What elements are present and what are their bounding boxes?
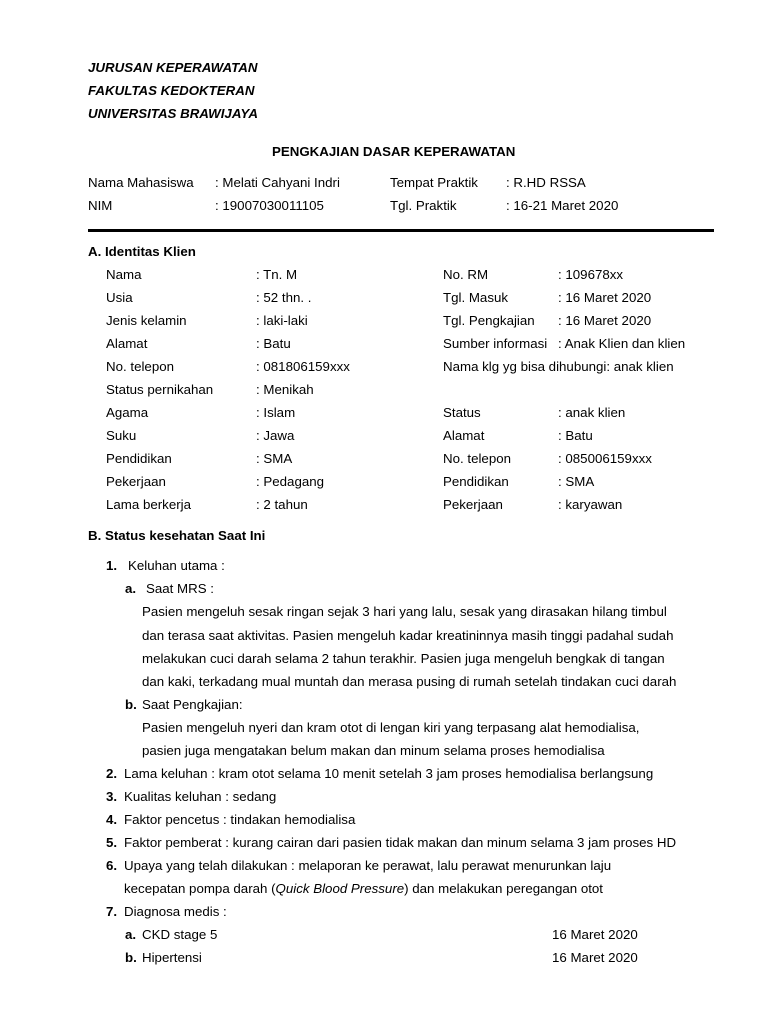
- field-value: : SMA: [558, 474, 595, 489]
- field-value: : Batu: [256, 336, 291, 351]
- identity-row: [0, 401, 768, 424]
- item-number: 3.: [106, 789, 118, 804]
- practice-date-label: Tgl. Praktik: [390, 198, 457, 213]
- admission-text-line: Pasien mengeluh sesak ringan sejak 3 hari yang lalu, sesak yang dirasakan hilang timbul: [142, 604, 667, 619]
- identity-row: [0, 355, 768, 378]
- medical-diagnosis-label: Diagnosa medis :: [124, 904, 227, 919]
- field-label: Alamat: [106, 336, 148, 351]
- field-label: Status: [443, 405, 481, 420]
- practice-place-label: Tempat Praktik: [390, 175, 478, 190]
- identity-row: [0, 332, 768, 355]
- practice-date-value: : 16-21 Maret 2020: [506, 198, 619, 213]
- field-value: : 109678xx: [558, 267, 624, 282]
- field-label: Tgl. Masuk: [443, 290, 509, 305]
- triggering-factor: Faktor pencetus : tindakan hemodialisa: [124, 812, 356, 827]
- subitem-letter: a.: [125, 927, 137, 942]
- field-label: Pendidikan: [106, 451, 172, 466]
- field-value: : anak klien: [558, 405, 626, 420]
- field-value: : 16 Maret 2020: [558, 290, 652, 305]
- admission-text-line: dan kaki, terkadang mual muntah dan merasa pusing di rumah setelah tindakan cuci darah: [142, 674, 677, 689]
- complaint-quality: Kualitas keluhan : sedang: [124, 789, 277, 804]
- subitem-letter: b.: [125, 950, 137, 965]
- field-label: Nama klg yg bisa dihubungi: anak klien: [443, 359, 674, 374]
- item-number: 2.: [106, 766, 118, 781]
- section-a-heading: A. Identitas Klien: [88, 244, 196, 259]
- field-value: : 085006159xxx: [558, 451, 652, 466]
- identity-row: [0, 263, 768, 286]
- student-name-value: : Melati Cahyani Indri: [215, 175, 340, 190]
- identity-row: [0, 424, 768, 447]
- identity-row: [0, 309, 768, 332]
- nim-label: NIM: [88, 198, 113, 213]
- admission-label: Saat MRS :: [146, 581, 214, 596]
- diagnosis-date: 16 Maret 2020: [552, 927, 638, 942]
- field-label: Usia: [106, 290, 133, 305]
- field-label: Pekerjaan: [106, 474, 166, 489]
- field-value: : SMA: [256, 451, 293, 466]
- assessment-text-line: Pasien mengeluh nyeri dan kram otot di lengan kiri yang terpasang alat hemodialisa,: [142, 720, 640, 735]
- field-label: Suku: [106, 428, 137, 443]
- efforts-taken-continued: [124, 877, 603, 900]
- field-value: : Tn. M: [256, 267, 298, 282]
- subitem-letter: a.: [125, 581, 137, 596]
- diagnosis-name: Hipertensi: [142, 950, 202, 965]
- field-value: : Anak Klien dan klien: [558, 336, 686, 351]
- complaint-duration: Lama keluhan : kram otot selama 10 menit setelah 3 jam proses hemodialisa berlangsung: [124, 766, 654, 781]
- efforts-italic-term: Quick Blood Pressure: [275, 881, 405, 896]
- field-value: : karyawan: [558, 497, 623, 512]
- identity-row: [0, 286, 768, 309]
- field-label: No. telepon: [106, 359, 175, 374]
- field-value: : 081806159xxx: [256, 359, 350, 374]
- field-label: Pendidikan: [443, 474, 509, 489]
- identity-row: [0, 493, 768, 516]
- department-name: JURUSAN KEPERAWATAN: [88, 60, 258, 75]
- item-number: 4.: [106, 812, 118, 827]
- identity-row: [0, 447, 768, 470]
- document-title: PENGKAJIAN DASAR KEPERAWATAN: [272, 144, 516, 159]
- field-value: : Batu: [558, 428, 593, 443]
- field-value: : Menikah: [256, 382, 314, 397]
- field-value: : 16 Maret 2020: [558, 313, 652, 328]
- field-value: : 52 thn. .: [256, 290, 312, 305]
- section-b-heading: B. Status kesehatan Saat Ini: [88, 528, 266, 543]
- field-label: Sumber informasi: [443, 336, 548, 351]
- item-number: 5.: [106, 835, 118, 850]
- field-value: : Pedagang: [256, 474, 325, 489]
- field-label: Nama: [106, 267, 142, 282]
- header-divider: [88, 229, 714, 232]
- identity-row: [0, 378, 768, 401]
- efforts-text: ) dan melakukan peregangan otot: [404, 881, 603, 896]
- identity-row: [0, 470, 768, 493]
- field-label: Tgl. Pengkajian: [443, 313, 535, 328]
- nim-value: : 19007030011105: [215, 198, 324, 213]
- diagnosis-name: CKD stage 5: [142, 927, 218, 942]
- field-label: Agama: [106, 405, 149, 420]
- faculty-name: FAKULTAS KEDOKTERAN: [88, 83, 255, 98]
- student-name-label: Nama Mahasiswa: [88, 175, 194, 190]
- field-label: Pekerjaan: [443, 497, 503, 512]
- field-label: No. telepon: [443, 451, 512, 466]
- admission-text-line: melakukan cuci darah selama 2 tahun terakhir. Pasien juga mengeluh bengkak di tangan: [142, 651, 665, 666]
- admission-text-line: dan terasa saat aktivitas. Pasien mengeluh kadar kreatininnya masih tinggi padahal sudah: [142, 628, 674, 643]
- efforts-taken: Upaya yang telah dilakukan : melaporan ke perawat, lalu perawat menurunkan laju: [124, 858, 612, 873]
- field-label: Alamat: [443, 428, 485, 443]
- field-label: Jenis kelamin: [106, 313, 187, 328]
- aggravating-factor: Faktor pemberat : kurang cairan dari pasien tidak makan dan minum selama 3 jam proses HD: [124, 835, 677, 850]
- field-value: : laki-laki: [256, 313, 308, 328]
- diagnosis-date: 16 Maret 2020: [552, 950, 638, 965]
- efforts-text: kecepatan pompa darah (: [124, 881, 276, 896]
- item-number: 7.: [106, 904, 118, 919]
- item-number: 6.: [106, 858, 118, 873]
- field-label: Lama berkerja: [106, 497, 191, 512]
- field-label: Status pernikahan: [106, 382, 214, 397]
- assessment-label: Saat Pengkajian:: [142, 697, 243, 712]
- university-name: UNIVERSITAS BRAWIJAYA: [88, 106, 258, 121]
- practice-place-value: : R.HD RSSA: [506, 175, 586, 190]
- item-number: 1.: [106, 558, 118, 573]
- field-value: : 2 tahun: [256, 497, 308, 512]
- field-label: No. RM: [443, 267, 489, 282]
- main-complaint-label: Keluhan utama :: [128, 558, 225, 573]
- field-value: : Islam: [256, 405, 296, 420]
- field-value: : Jawa: [256, 428, 295, 443]
- subitem-letter: b.: [125, 697, 137, 712]
- assessment-text-line: pasien juga mengatakan belum makan dan minum selama proses hemodialisa: [142, 743, 605, 758]
